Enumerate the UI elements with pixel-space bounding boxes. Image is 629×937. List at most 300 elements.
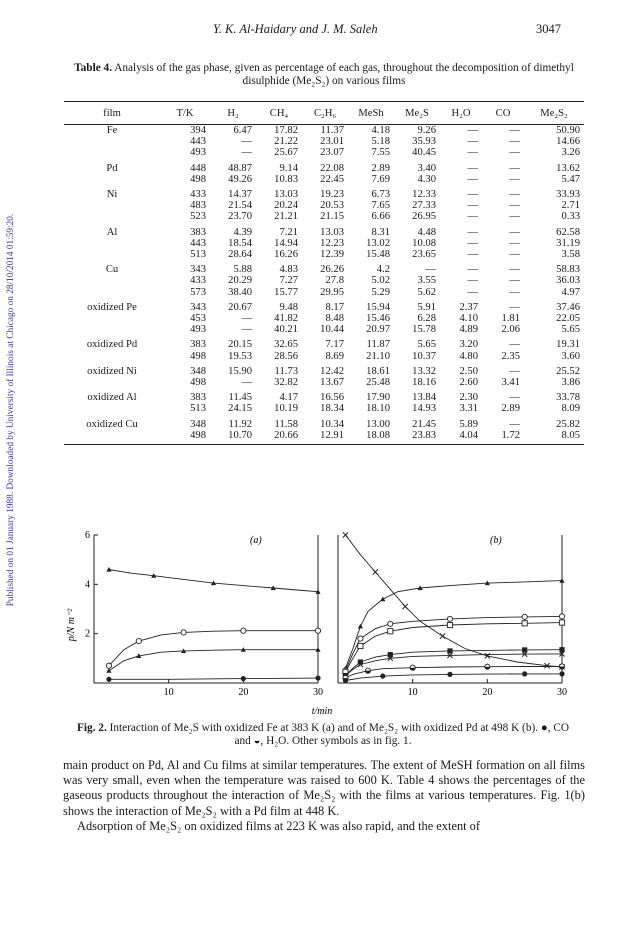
table-row xyxy=(64,159,584,174)
table-cell: 23.07 xyxy=(320,147,344,159)
table-cell: 32.65 xyxy=(274,339,298,351)
film-cell: Cu xyxy=(105,264,119,276)
table-cell: 12.39 xyxy=(320,249,344,261)
x-tick-label: 30 xyxy=(313,687,323,698)
table-cell: 0.33 xyxy=(561,211,580,223)
table-row xyxy=(64,223,584,238)
table-caption xyxy=(64,62,584,88)
table-cell: — xyxy=(467,264,478,276)
table-cell: — xyxy=(509,339,520,351)
table-cell: 5.65 xyxy=(417,339,436,351)
film-cell: oxidized Ni xyxy=(87,365,137,377)
table-cell: 20.66 xyxy=(256,430,302,445)
series-line xyxy=(109,650,318,671)
table-cell: — xyxy=(509,286,520,298)
table-cell: 2.37 xyxy=(459,301,478,313)
table-cell: 8.31 xyxy=(371,226,390,238)
open-circle-marker xyxy=(241,628,246,633)
table-cell: 5.29 xyxy=(371,286,390,298)
table-cell: 3.20 xyxy=(459,339,478,351)
table-row xyxy=(64,136,584,147)
cross-marker xyxy=(373,569,378,574)
table-cell: 22.08 xyxy=(320,162,344,174)
filled-circle-marker xyxy=(559,671,564,676)
table-cell: 448 xyxy=(190,162,206,174)
table-cell: 27.8 xyxy=(325,275,344,287)
table-cell: 12.91 xyxy=(302,430,348,445)
series-line xyxy=(346,650,563,676)
table-cell: 50.90 xyxy=(556,125,580,136)
table-cell: 13.03 xyxy=(274,189,298,201)
table-cell: 20.67 xyxy=(228,301,252,313)
table-cell: 49.26 xyxy=(228,173,252,185)
open-circle-marker xyxy=(358,636,363,641)
table-cell: 20.97 xyxy=(366,324,390,336)
table-cell: 18.10 xyxy=(366,403,390,415)
table-cell: 19.53 xyxy=(228,350,252,362)
open-circle-marker xyxy=(522,614,527,619)
table-cell: — xyxy=(509,189,520,201)
table-cell: 348 xyxy=(190,365,206,377)
column-header: T/K xyxy=(160,102,210,125)
page-number: 3047 xyxy=(536,22,561,36)
table-cell: 15.90 xyxy=(228,365,252,377)
table-cell: 343 xyxy=(190,301,206,313)
table-cell: — xyxy=(241,313,252,325)
table-cell: 4.30 xyxy=(417,173,436,185)
table-cell: 513 xyxy=(190,403,206,415)
series-line xyxy=(109,678,318,679)
column-header: film xyxy=(64,102,160,125)
table-cell: 20.24 xyxy=(274,200,298,212)
paragraph-1: main product on Pd, Al and Cu films at similar temperatures. The extent of MeSH formation on all films was very small, even when the temperature was raised to 600 K. Table 4 shows the percentages of the gaseous products throughout the interaction of Me₂S₂ with the films at various temperatures. Fig. 1(b) shows the interaction of Me₂S₂ with a Pd film at 448 K. xyxy=(63,758,585,818)
table-cell: 4.04 xyxy=(440,430,482,445)
running-authors: Y. K. Al-Haidary and J. M. Saleh xyxy=(213,22,378,36)
filled-circle-marker xyxy=(447,672,452,677)
filled-circle-marker xyxy=(315,675,320,680)
table-cell: 10.44 xyxy=(320,324,344,336)
table-cell: 31.19 xyxy=(556,237,580,249)
table-cell: 15.46 xyxy=(366,313,390,325)
open-circle-marker xyxy=(106,663,111,668)
table-cell: 12.23 xyxy=(320,237,344,249)
table-row xyxy=(64,388,584,403)
table-cell: 498 xyxy=(190,377,206,389)
table-cell: — xyxy=(509,249,520,261)
table-cell: 4.83 xyxy=(279,264,298,276)
table-cell: 343 xyxy=(190,264,206,276)
table-row xyxy=(64,260,584,275)
table-row xyxy=(64,335,584,350)
table-cell: 13.62 xyxy=(556,162,580,174)
table-cell: — xyxy=(509,275,520,287)
table-cell: 11.87 xyxy=(366,339,390,351)
table-cell: 4.10 xyxy=(459,313,478,325)
table-cell: 7.65 xyxy=(371,200,390,212)
table-cell: 18.61 xyxy=(366,365,390,377)
triangle-marker xyxy=(106,668,111,673)
table-cell: 15.77 xyxy=(274,286,298,298)
table-cell: — xyxy=(509,418,520,430)
table-cell: 4.97 xyxy=(561,286,580,298)
table-row xyxy=(64,147,584,158)
filled-circle-marker xyxy=(343,678,348,683)
film-cell xyxy=(64,403,160,414)
table-cell: 11.58 xyxy=(274,418,298,430)
x-tick-label: 30 xyxy=(557,687,567,698)
film-cell xyxy=(64,200,160,211)
panel-b-label: (b) xyxy=(490,535,502,546)
table-cell: 348 xyxy=(190,418,206,430)
table-cell: 22.05 xyxy=(556,313,580,325)
table-cell: — xyxy=(467,162,478,174)
table-cell: 5.02 xyxy=(371,275,390,287)
film-cell xyxy=(64,238,160,249)
table-cell: 443 xyxy=(190,237,206,249)
open-circle-marker xyxy=(136,638,141,643)
column-header: CO xyxy=(482,102,524,125)
film-cell xyxy=(64,324,160,335)
table-cell: 11.45 xyxy=(228,392,252,404)
table-cell: 523 xyxy=(190,211,206,223)
table-cell: 10.08 xyxy=(412,237,436,249)
y-tick-label: 4 xyxy=(85,579,90,591)
table-cell: 6.73 xyxy=(371,189,390,201)
x-tick-label: 20 xyxy=(238,687,249,698)
figure-2 xyxy=(60,525,580,715)
table-cell: — xyxy=(509,162,520,174)
table-cell: 5.91 xyxy=(417,301,436,313)
table-cell: — xyxy=(509,392,520,404)
table-cell: 3.40 xyxy=(417,162,436,174)
table-cell: 20.15 xyxy=(228,339,252,351)
paragraph-2: Adsorption of Me₂S₂ on oxidized films at 223 K was also rapid, and the extent of xyxy=(77,818,481,833)
column-header: Me₂S xyxy=(394,102,440,125)
column-header: MeSh xyxy=(348,102,394,125)
table-cell: — xyxy=(509,211,520,223)
table-cell: 3.60 xyxy=(561,350,580,362)
table-row xyxy=(64,275,584,286)
table-cell: 4.17 xyxy=(279,392,298,404)
series-line xyxy=(346,535,563,667)
table-cell: 18.16 xyxy=(412,377,436,389)
table-cell: 15.78 xyxy=(412,324,436,336)
table-cell: 26.26 xyxy=(320,264,344,276)
gas-analysis-table xyxy=(64,101,584,445)
film-cell xyxy=(64,377,160,388)
table-cell: 394 xyxy=(190,125,206,136)
x-axis-label: t/min xyxy=(311,706,333,715)
table-cell: 7.17 xyxy=(325,339,344,351)
table-cell: 4.80 xyxy=(459,350,478,362)
table-row xyxy=(64,200,584,211)
film-cell: oxidized Pd xyxy=(86,339,138,351)
table-row xyxy=(64,430,584,445)
table-cell: 4.89 xyxy=(459,324,478,336)
y-axis-label: p/N m⁻² xyxy=(66,608,77,642)
table-row xyxy=(64,324,584,335)
table-cell: 3.41 xyxy=(501,377,520,389)
table-row xyxy=(64,211,584,222)
film-cell xyxy=(64,211,160,222)
table-caption-text: Analysis of the gas phase, given as percentage of each gas, throughout the decomposition of dimethyl disulphide (Me₂S₂) on various films xyxy=(114,62,574,87)
open-square-marker xyxy=(522,621,527,626)
table-cell: 2.50 xyxy=(459,365,478,377)
table-cell: — xyxy=(467,275,478,287)
table-cell: 17.82 xyxy=(274,125,298,136)
table-cell: 23.83 xyxy=(394,430,440,445)
panel-a-label: (a) xyxy=(250,535,262,546)
table-cell: 7.55 xyxy=(371,147,390,159)
table-cell: — xyxy=(467,211,478,223)
table-cell: 13.32 xyxy=(412,365,436,377)
table-cell: 21.54 xyxy=(228,200,252,212)
table-cell: 493 xyxy=(190,324,206,336)
table-cell: 7.21 xyxy=(279,226,298,238)
table-cell: 5.62 xyxy=(417,286,436,298)
table-cell: — xyxy=(467,173,478,185)
table-cell: 5.88 xyxy=(233,264,252,276)
table-cell: 21.21 xyxy=(274,211,298,223)
table-cell: — xyxy=(509,237,520,249)
table-cell: 32.82 xyxy=(274,377,298,389)
column-header: C₂H₆ xyxy=(302,102,348,125)
publication-note: Published on 01 January 1988. Downloaded by University of Illinois at Chicago on 28/10/2014 01:59:20. xyxy=(6,213,16,607)
table-row xyxy=(64,362,584,377)
table-cell: 28.64 xyxy=(228,249,252,261)
film-cell: oxidized Pe xyxy=(87,301,137,313)
table-cell: 10.37 xyxy=(412,350,436,362)
series-line xyxy=(346,623,563,672)
table-cell: 41.82 xyxy=(274,313,298,325)
table-cell: 10.83 xyxy=(274,173,298,185)
table-row xyxy=(64,298,584,313)
table-cell: 12.42 xyxy=(320,365,344,377)
open-circle-marker xyxy=(315,628,320,633)
table-cell: 58.83 xyxy=(556,264,580,276)
table-cell: — xyxy=(509,301,520,313)
table-cell: — xyxy=(509,136,520,148)
film-cell: Al xyxy=(106,226,118,238)
table-cell: 25.48 xyxy=(366,377,390,389)
table-cell: 5.47 xyxy=(561,173,580,185)
table-cell: 23.70 xyxy=(228,211,252,223)
table-cell: 1.72 xyxy=(482,430,524,445)
table-cell: 8.05 xyxy=(524,430,584,445)
table-cell: 35.93 xyxy=(412,136,436,148)
column-header: H₂ xyxy=(210,102,256,125)
table-cell: 2.71 xyxy=(561,200,580,212)
table-cell: 2.89 xyxy=(371,162,390,174)
table-row xyxy=(64,125,584,137)
table-cell: 2.60 xyxy=(459,377,478,389)
table-cell: 24.15 xyxy=(228,403,252,415)
table-cell: 2.06 xyxy=(501,324,520,336)
table-header-row xyxy=(64,102,584,125)
triangle-marker xyxy=(380,597,385,602)
table-cell: 4.39 xyxy=(233,226,252,238)
table-cell: 62.58 xyxy=(556,226,580,238)
table-row xyxy=(64,377,584,388)
table-cell: 16.26 xyxy=(274,249,298,261)
figure-label: Fig. 2. xyxy=(76,722,107,734)
table-cell: 12.33 xyxy=(412,189,436,201)
table-cell: — xyxy=(509,147,520,159)
y-tick-label: 2 xyxy=(85,628,90,640)
table-cell: 6.66 xyxy=(371,211,390,223)
table-cell: 14.66 xyxy=(556,136,580,148)
table-cell: 25.67 xyxy=(274,147,298,159)
film-cell xyxy=(64,351,160,362)
table-cell: 13.03 xyxy=(320,226,344,238)
table-cell: 443 xyxy=(190,136,206,148)
table-cell: — xyxy=(467,200,478,212)
table-cell: — xyxy=(241,377,252,389)
table-label: Table 4. xyxy=(74,62,113,74)
table-cell: 16.56 xyxy=(320,392,344,404)
film-cell xyxy=(64,136,160,147)
page-header xyxy=(0,22,629,38)
figure-caption-text: Interaction of Me₂S with oxidized Fe at 383 K (a) and of Me₂S₂ with oxidized Pd at 498 K (b). ●, CO and ◒, H₂O. Other symbols as in fig. 1. xyxy=(109,722,570,747)
table-cell: 8.09 xyxy=(561,403,580,415)
column-header: Me₂S₂ xyxy=(524,102,584,125)
table-cell: 2.30 xyxy=(459,392,478,404)
table-cell: 3.31 xyxy=(459,403,478,415)
table-cell: 13.02 xyxy=(366,237,390,249)
table-cell: 11.73 xyxy=(274,365,298,377)
table-cell: 15.94 xyxy=(366,301,390,313)
open-square-marker xyxy=(559,620,564,625)
open-square-marker xyxy=(388,629,393,634)
y-tick-label: 6 xyxy=(85,530,90,541)
table-cell: — xyxy=(509,200,520,212)
table-cell: — xyxy=(509,173,520,185)
table-cell: 1.81 xyxy=(501,313,520,325)
table-cell: 14.37 xyxy=(228,189,252,201)
table-cell: 433 xyxy=(190,189,206,201)
table-cell: 36.03 xyxy=(556,275,580,287)
table-cell: 8.48 xyxy=(325,313,344,325)
table-row xyxy=(64,249,584,260)
table-cell: 13.00 xyxy=(366,418,390,430)
table-cell: — xyxy=(467,286,478,298)
table-cell: 18.08 xyxy=(348,430,394,445)
table-cell: 3.58 xyxy=(561,249,580,261)
table-cell: 20.53 xyxy=(320,200,344,212)
table-cell: 29.95 xyxy=(320,286,344,298)
table-cell: 10.70 xyxy=(210,430,256,445)
table-cell: 8.69 xyxy=(325,350,344,362)
table-cell: 28.56 xyxy=(274,350,298,362)
table-cell: — xyxy=(241,136,252,148)
film-cell xyxy=(64,249,160,260)
table-row xyxy=(64,351,584,362)
table-cell: 21.15 xyxy=(320,211,344,223)
table-cell: 513 xyxy=(190,249,206,261)
table-cell: — xyxy=(509,264,520,276)
table-cell: 11.37 xyxy=(320,125,344,136)
table-cell: 26.95 xyxy=(412,211,436,223)
table-cell: 383 xyxy=(190,392,206,404)
film-cell: oxidized Cu xyxy=(86,418,138,430)
filled-circle-marker xyxy=(522,671,527,676)
table-row xyxy=(64,238,584,249)
open-circle-marker xyxy=(388,621,393,626)
table-cell: 10.34 xyxy=(320,418,344,430)
table-cell: 5.89 xyxy=(459,418,478,430)
filled-circle-marker xyxy=(241,676,246,681)
cross-marker xyxy=(343,532,348,537)
table-cell: 21.10 xyxy=(366,350,390,362)
table-row xyxy=(64,313,584,324)
open-square-marker xyxy=(358,643,363,648)
table-cell: 38.40 xyxy=(228,286,252,298)
table-cell: 5.18 xyxy=(371,136,390,148)
cross-marker xyxy=(440,634,445,639)
table-row xyxy=(64,185,584,200)
table-cell: 498 xyxy=(160,430,210,445)
table-cell: 20.29 xyxy=(228,275,252,287)
film-cell xyxy=(64,147,160,158)
open-circle-marker xyxy=(447,616,452,621)
table-cell: — xyxy=(509,226,520,238)
filled-circle-marker xyxy=(106,677,111,682)
table-cell: 15.48 xyxy=(366,249,390,261)
x-tick-label: 10 xyxy=(163,687,174,698)
table-cell: 433 xyxy=(190,275,206,287)
table-cell: 483 xyxy=(190,200,206,212)
table-cell: 6.47 xyxy=(233,125,252,136)
table-cell: 8.17 xyxy=(325,301,344,313)
film-cell: Fe xyxy=(106,125,118,136)
table-cell: 383 xyxy=(190,339,206,351)
table-cell: 4.2 xyxy=(376,264,390,276)
table-cell: 40.45 xyxy=(412,147,436,159)
table-cell: 18.34 xyxy=(320,403,344,415)
table-cell: 4.48 xyxy=(417,226,436,238)
table-cell: 7.69 xyxy=(371,173,390,185)
film-cell xyxy=(64,275,160,286)
table-cell: 33.78 xyxy=(556,392,580,404)
table-cell: — xyxy=(241,147,252,159)
table-cell: 21.45 xyxy=(412,418,436,430)
table-cell: — xyxy=(467,189,478,201)
table-cell: 3.26 xyxy=(561,147,580,159)
table-cell: 383 xyxy=(190,226,206,238)
filled-square-marker xyxy=(447,648,452,653)
table-cell: 33.93 xyxy=(556,189,580,201)
film-cell: oxidized Al xyxy=(87,392,137,404)
series-line xyxy=(346,654,563,676)
open-square-marker xyxy=(447,622,452,627)
triangle-marker xyxy=(106,567,111,572)
table-cell: — xyxy=(467,226,478,238)
table-cell: 23.65 xyxy=(412,249,436,261)
table-cell: 2.89 xyxy=(501,403,520,415)
film-cell: Pd xyxy=(106,162,118,174)
table-cell: 5.65 xyxy=(561,324,580,336)
table-cell: 14.94 xyxy=(274,237,298,249)
x-tick-label: 20 xyxy=(482,687,493,698)
table-cell: 19.31 xyxy=(556,339,580,351)
table-cell: 23.01 xyxy=(320,136,344,148)
table-row xyxy=(64,287,584,298)
table-cell: 25.52 xyxy=(556,365,580,377)
table-cell: 40.21 xyxy=(274,324,298,336)
body-text xyxy=(63,758,585,834)
table-cell: 9.14 xyxy=(279,162,298,174)
table-cell: 21.22 xyxy=(274,136,298,148)
